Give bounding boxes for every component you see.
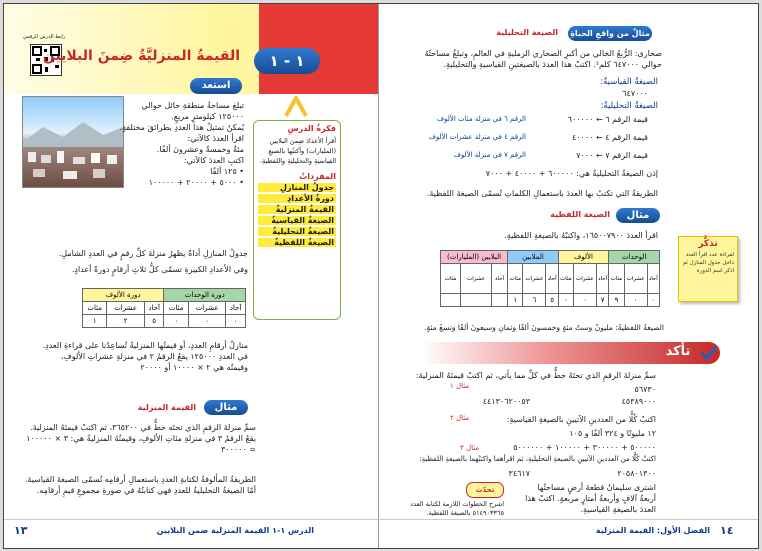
analytic-result: إذن الصيغةُ التحليليةُ هي: ٦٠٠٠٠٠ + ٤٠٠٠٠ + ٧٠٠٠: [485, 169, 658, 178]
group-header: البلايين (المليارات): [441, 251, 508, 264]
column-header: آحاد: [226, 302, 246, 315]
group-header: دورة الوحدات: [164, 289, 246, 302]
footer-text: الدرس ١-١ القيمة المنزلية ضمن البلايين: [156, 526, 314, 535]
prepare-line: • ١٢٥ ألفًا: [210, 167, 244, 176]
prepare-line: مئةٌ وخمسةٌ وعشرونَ ألفًا.: [156, 145, 244, 154]
real-life-label: مثالٌ من واقعِ الحياةِ: [568, 26, 652, 41]
lesson-title: القيمةُ المنزليَّةُ ضِمنَ البلايين: [42, 48, 240, 64]
left-page: [4, 4, 379, 548]
question-2: ٤٥٣٨٩٠٠٠: [621, 397, 656, 406]
table-cell: ٧: [597, 294, 609, 307]
table-cell: ١: [83, 315, 107, 328]
column-header: مئات: [164, 302, 188, 315]
check-intro: سمِّ منزلةَ الرقمِ الذي تحتَهُ خطٌّ في كلِّ مما يأتي، ثم اكتبْ قيمتَهُ المنزليةَ:: [415, 371, 656, 380]
column-header: مئات: [508, 264, 523, 294]
sidebar-clip: [248, 96, 344, 112]
check-intro3: اكتبْ كُلًّا من العددينِ الآتيينِ بالصيغةِ التحليليةِ، ثم اقرأهما واكتبْهما بالصيغةِ اللفظيةِ:: [419, 455, 656, 463]
table-cell: ٥: [546, 294, 558, 307]
example2-text: اقرأ العددَ ١٦٥٠٠٧٩٠٠، واكتبْهُ بالصيغةِ اللفظيةِ.: [504, 231, 658, 240]
q8-line: العددَ بالصيغةِ القياسيةِ.: [580, 505, 656, 514]
example-text: [18, 422, 256, 455]
problem-text: [394, 48, 662, 70]
table-cell: ٩: [609, 294, 624, 307]
table-cell: ٠: [647, 294, 659, 307]
talk-text: اشرح الخطوات اللازمة لكتابة العدد ٥١٤٩٠٣٣٦٥ بالصيغة اللفظية.: [410, 500, 504, 517]
table-cell: ١: [508, 294, 523, 307]
example-line: سمِّ منزلةَ الرقمِ الذي تحتَه خطٌّ في ٣٦٥٢٠٠، ثم اكتبْ قيمتَهُ المنزليةَ.: [30, 423, 256, 432]
example-topic: القيمة المنزلية: [137, 403, 196, 412]
breakdown-value: قيمة الرقم ٧ ← ٧٠٠٠: [576, 151, 648, 160]
column-header: مئات: [558, 264, 573, 294]
footer-divider: [4, 519, 378, 520]
analytic-form-label: الصيغةُ التحليليةُ:: [600, 101, 658, 111]
group-header: دورة الألوف: [83, 289, 164, 302]
table-cell: ٠: [558, 294, 573, 307]
prepare-line: • ٥٠٠٠ + ٢٠٠٠٠ + ١٠٠٠٠٠: [148, 178, 244, 187]
breakdown-note: الرقم ٦ في منزلة مئات الألوف: [436, 115, 526, 123]
table-cell: [491, 294, 507, 307]
remember-text: لقراءة عدد اقرأ العدد داخل جدول المنازل ثم اذكر اسم الدورة: [682, 252, 734, 274]
vocab-item[interactable]: القيمةُ المنزليةُ: [258, 205, 336, 214]
check-ref3: مثال ٣: [460, 444, 480, 452]
digits-text: [18, 340, 248, 373]
place-value-table: [82, 288, 246, 328]
footer-text: الفصل الأول: القيمة المنزلية: [595, 526, 710, 535]
page-number: ١٤: [720, 524, 734, 537]
forms-line: أمّا الصيغةُ التحليليةُ للعددِ فهي كتابتُهُ في صورةِ مجموعِ قيمِ أرقامِه.: [36, 486, 256, 495]
digits-line: في العددِ ١٢٥٠٠٠ يقعُ الرقمُ ٢ في منزلةِ عشراتِ الألوفِ،: [60, 352, 248, 361]
idea-title: فكرةُ الدرسِ: [287, 124, 336, 133]
check-banner: [420, 342, 720, 364]
digits-line: منازلُ أرقامِ العددِ، أو قيمتُها المنزليةُ تُساعِدُنا على قراءةِ العددِ.: [42, 341, 248, 350]
book-spread: [3, 3, 759, 549]
question-5: ٥٠٠٠٠٠ + ٣٠٠٠٠٠ + ١٠٠٠٠٠ + ٥٠٠٠٠٠٠: [513, 443, 656, 452]
table-cell: ٠: [624, 294, 647, 307]
prepare-line: اكتبِ العددَ كالآتي:: [183, 156, 244, 165]
column-header: مئات: [609, 264, 624, 294]
group-header: الوحدات: [609, 251, 660, 264]
analytic-topic: الصيغة التحليلية: [496, 28, 558, 37]
column-header: عشرات: [523, 264, 546, 294]
check-ref1: مثال ١: [450, 382, 470, 390]
table-cell: ٦: [523, 294, 546, 307]
sidebar-box: [253, 120, 341, 320]
column-header: آحاد: [647, 264, 659, 294]
prepare-label: استعد: [190, 78, 242, 94]
breakdown-note: الرقم ٧ في منزلة الألوف: [453, 151, 526, 159]
lesson-number-badge: ١ - ١: [254, 48, 320, 74]
column-header: آحاد: [546, 264, 558, 294]
qr-caption: رابط الدرس الرقمي: [22, 34, 66, 40]
group-header: الملايين: [508, 251, 559, 264]
place-value-text-1: جدولُ المنازلِ أداةٌ يظهرُ منزلةَ كلِّ رقمٍ في العددِ الشاملِ.: [58, 249, 248, 258]
column-header: مئات: [441, 264, 461, 294]
talk-label: تحدّث: [466, 482, 504, 498]
standard-form-value: ٦٤٧٠٠٠: [622, 89, 648, 98]
question-4: ١٢ مليونًا و ٣٢٤ ألفًا و ١٠٥: [569, 429, 656, 438]
right-page: [380, 4, 758, 548]
vocab-item[interactable]: دورةُ الأعدادِ: [258, 194, 336, 203]
vocab-item[interactable]: الصيغةُ التحليليةُ: [258, 227, 336, 236]
table-cell: ٠: [164, 315, 188, 328]
table-cell: ٠: [226, 315, 246, 328]
prepare-text: [119, 100, 244, 188]
forms-text: [18, 474, 256, 496]
question-3: ٤٤١٣٠٦٢٠٠٥٣: [482, 397, 530, 406]
column-header: عشرات: [573, 264, 596, 294]
breakdown-note: الرقم ٤ في منزلة عشرات الألوف: [428, 133, 526, 141]
prepare-line: ١٢٥٠٠٠ كيلومترٍ مربعٍ.: [171, 112, 244, 121]
column-header: عشرات: [107, 302, 144, 315]
column-header: آحاد: [597, 264, 609, 294]
problem-line: حوالي ٦٤٧٠٠٠ كلم². اكتبْ هذا العددَ بالصيغتينِ القياسيةِ والتحليليةِ.: [443, 60, 662, 69]
example2-topic: الصيغة اللفظية: [550, 210, 610, 219]
city-photo: [22, 96, 124, 188]
check-label: تأكد: [665, 344, 691, 359]
vocab-item[interactable]: الصيغةُ اللفظيةُ: [258, 238, 336, 247]
vocab-item[interactable]: الصيغةُ القياسيةُ: [258, 216, 336, 225]
question-8: [510, 482, 656, 515]
question-7: ٣٤٦١٧: [508, 469, 530, 478]
column-header: آحاد: [144, 302, 164, 315]
table-cell: ٠: [573, 294, 596, 307]
group-header: الألوف: [558, 251, 609, 264]
place-value-table-2: [440, 250, 660, 307]
standard-form-label: الصيغةُ القياسيةُ:: [600, 77, 658, 87]
remember-title: تذكَّر: [698, 239, 718, 249]
example2-label: مثال: [616, 208, 660, 223]
table-cell: ٢: [107, 315, 144, 328]
page-number: ١٣: [14, 524, 28, 537]
column-header: مئات: [83, 302, 107, 315]
question-1: ٥٦٧٣٠: [634, 385, 656, 394]
forms-line: الطريقةُ المألوفةُ لكتابةِ العددِ باستعمالِ أرقامِه تُسمّى الصيغةَ القياسيةَ.: [24, 475, 256, 484]
breakdown-value: قيمة الرقم ٤ ← ٤٠٠٠٠: [571, 133, 648, 142]
column-header: عشرات: [461, 264, 492, 294]
example-label: مثال: [204, 400, 248, 415]
prepare-line: تبلغ مساحةُ منطقةِ حائل حوالي: [141, 101, 244, 110]
problem-line: صحارى: الرُّبعُ الخالي من أكبرِ الصحاري الرمليةِ في العالمِ، وتبلغُ مساحتُهُ: [424, 49, 662, 58]
table-cell: [461, 294, 492, 307]
footer-divider: [380, 519, 758, 520]
remember-note: [678, 236, 738, 302]
q8-line: أربعةُ آلافٍ وأربعةُ أمتارٍ مربعةٍ. اكتبْ هذا: [525, 494, 656, 503]
column-header: عشرات: [188, 302, 225, 315]
vocab-item[interactable]: جدولُ المنازلِ: [258, 183, 336, 192]
verbal-intro: الطريقةُ التي تكتبُ بها العددَ باستعمالِ الكلماتِ تُسمّى الصيغةَ اللفظيةَ.: [426, 189, 658, 198]
place-value-text-2: وفي الأعدادِ الكبيرةِ تسمّى كلُّ ثلاثِ أرقامٍ دورةً أعدادٍ.: [71, 265, 248, 274]
question-6: ٢٠٥٨٠١٣٠٠: [617, 469, 656, 478]
digits-line: وقيمتُه هي ٢ × ١٠٠٠٠ أو ٢٠٠٠٠: [140, 363, 248, 372]
column-header: آحاد: [491, 264, 507, 294]
table-cell: [441, 294, 461, 307]
table-cell: ٠: [188, 315, 225, 328]
checkmark-icon: [700, 344, 718, 366]
prepare-line: اقرأ العددَ كالآتي:: [187, 134, 244, 143]
vocab-title: المفرداتُ: [299, 172, 336, 181]
check-ref2: مثال ٢: [450, 414, 470, 422]
idea-text: أقرأ الأعدادَ ضِمنَ البلايين (المليارات) وأكتبُها بالصيغِ القياسيةِ والتحليليةِ واللفظيةِ.: [259, 137, 336, 165]
q8-line: اشترى سليمانُ قطعةَ أرضٍ مساحتُها: [537, 483, 656, 492]
verbal-result: الصيغةُ اللفظيةُ: مليونٌ وستٌ مئةٍ وخمسونَ ألفًا وثمانِ وسبعونَ ألفًا وتسعُ مئةٍ.: [424, 323, 664, 332]
example-line: يقعُ الرقمُ ٣ في منزلةِ مئاتِ الألوفِ، وقيمتُهُ المنزليةُ هي: ٣ × ١٠٠٠٠٠ = ٣٠٠٠٠٠: [26, 434, 256, 454]
table-cell: ٥: [144, 315, 164, 328]
breakdown-value: قيمة الرقم ٦ ← ٦٠٠٠٠٠: [567, 115, 648, 124]
prepare-line: يُمكنُ تمثيلُ هذا العددِ بطرائقَ مختلفةٍ.: [119, 123, 244, 132]
column-header: عشرات: [624, 264, 647, 294]
check-intro2: اكتبْ كُلًّا من العددينِ الآتيينِ بالصيغةِ القياسيةِ:: [506, 415, 656, 424]
